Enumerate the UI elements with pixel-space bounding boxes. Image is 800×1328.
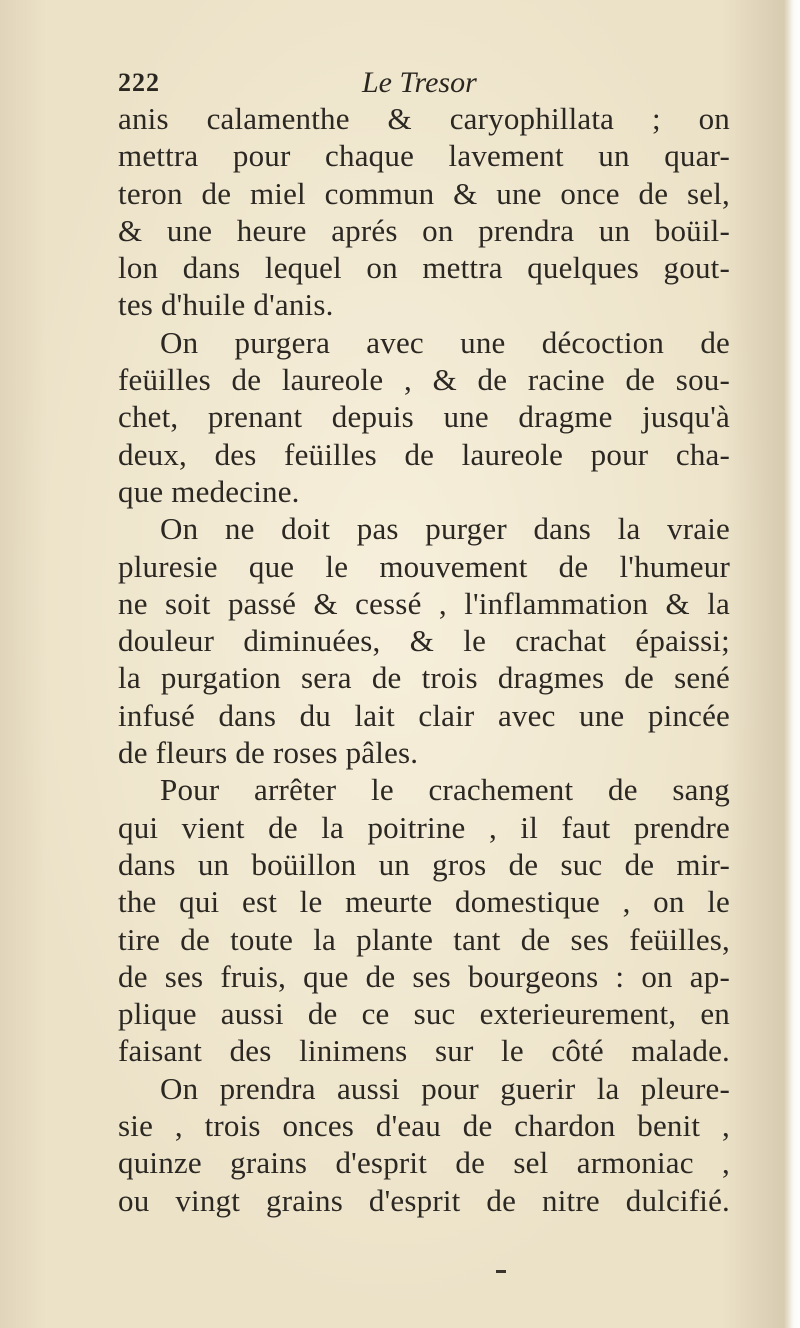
text-line: infusé dans du lait clair avec une pincée bbox=[118, 697, 730, 733]
text-line: pluresie que le mouvement de l'humeur bbox=[118, 548, 730, 584]
text-line: On purgera avec une décoction de bbox=[160, 324, 730, 360]
ink-mark bbox=[496, 1270, 506, 1273]
body-text bbox=[118, 100, 730, 1219]
text-line: lon dans lequel on mettra quelques gout- bbox=[118, 250, 730, 286]
text-line: Pour arrêter le crachement de sang bbox=[160, 772, 730, 808]
text-line: sie , trois onces d'eau de chardon benit , bbox=[118, 1108, 730, 1144]
text-line: faisant des linimens sur le côté malade. bbox=[118, 1033, 730, 1069]
text-line: quinze grains d'esprit de sel armoniac , bbox=[118, 1145, 730, 1181]
text-line: On ne doit pas purger dans la vraie bbox=[160, 511, 730, 547]
text-line: feüilles de laureole , & de racine de sou- bbox=[118, 362, 730, 398]
text-line: ou vingt grains d'esprit de nitre dulcifié. bbox=[118, 1182, 730, 1218]
text-line: dans un boüillon un gros de suc de mir- bbox=[118, 846, 730, 882]
text-line: deux, des feüilles de laureole pour cha- bbox=[118, 436, 730, 472]
text-line: chet, prenant depuis une dragme jusqu'à bbox=[118, 399, 730, 435]
text-line: the qui est le meurte domestique , on le bbox=[118, 884, 730, 920]
text-line: teron de miel commun & une once de sel, bbox=[118, 175, 730, 211]
text-line: que medecine. bbox=[118, 473, 300, 509]
text-line: de fleurs de roses pâles. bbox=[118, 735, 419, 771]
page-edge bbox=[784, 0, 800, 1328]
text-line: tire de toute la plante tant de ses feüilles, bbox=[118, 921, 730, 957]
text-line: qui vient de la poitrine , il faut prendre bbox=[118, 809, 730, 845]
text-line: plique aussi de ce suc exterieurement, en bbox=[118, 996, 730, 1032]
text-line: la purgation sera de trois dragmes de sené bbox=[118, 660, 730, 696]
page-header bbox=[118, 68, 730, 104]
text-line: & une heure aprés on prendra un boüil- bbox=[118, 212, 730, 248]
text-line: anis calamenthe & caryophillata ; on bbox=[118, 101, 730, 136]
running-head: Le Tresor bbox=[362, 66, 477, 99]
text-line: de ses fruis, que de ses bourgeons : on ap- bbox=[118, 958, 730, 994]
text-line: ne soit passé & cessé , l'inflammation & la bbox=[118, 585, 730, 621]
text-line: mettra pour chaque lavement un quar- bbox=[118, 138, 730, 174]
text-line: On prendra aussi pour guerir la pleure- bbox=[160, 1070, 730, 1106]
text-line: tes d'huile d'anis. bbox=[118, 287, 334, 323]
text-line: douleur diminuées, & le crachat épaissi; bbox=[118, 623, 730, 659]
page-number: 222 bbox=[118, 68, 160, 97]
